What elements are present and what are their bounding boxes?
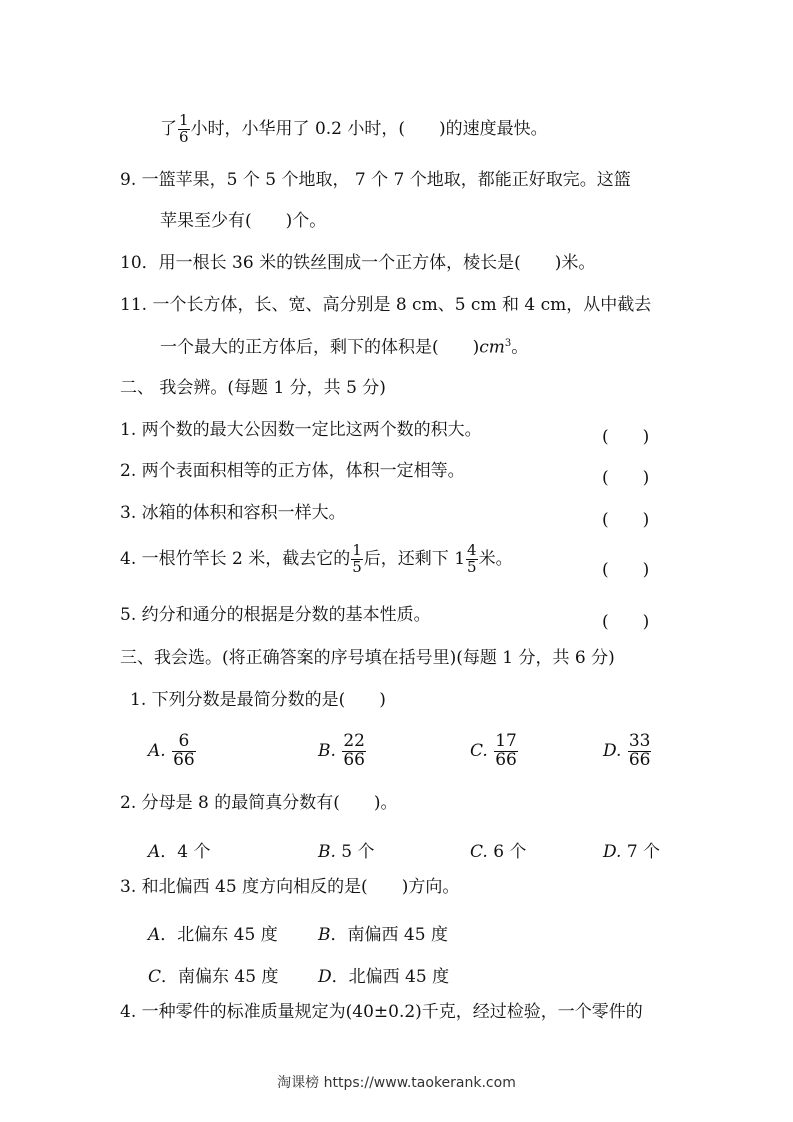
option-a[interactable]: A. $\frac{6}{66}$ (148, 731, 195, 770)
fraction-17-66: $\frac{17}{66}$ (495, 731, 517, 770)
footer-watermark: 淘课榜 https://www.taokerank.com (277, 1075, 516, 1091)
option-a[interactable]: A．北偏东 45 度 (148, 925, 278, 945)
judge-item-1: 1. 两个数的最大公因数一定比这两个数的积大。 (120, 420, 482, 440)
fraction-33-66: $\frac{33}{66}$ (628, 731, 651, 770)
fraction-one-fifth: $\frac{1}{5}$ (352, 541, 362, 576)
answer-blank[interactable]: ( ) (602, 510, 650, 530)
choice-question-2: 2. 分母是 8 的最简真分数有( )。 (120, 793, 398, 813)
choice-question-1: 1. 下列分数是最简分数的是( ) (130, 690, 386, 710)
option-a[interactable]: A．4 个 (148, 842, 211, 862)
option-c[interactable]: C．南偏东 45 度 (148, 967, 279, 987)
fraction-22-66: $\frac{22}{66}$ (343, 731, 365, 770)
option-d[interactable]: D．北偏西 45 度 (318, 967, 450, 987)
question-11-line2: 一个最大的正方体后，剩下的体积是( )$cm^3$。 (160, 337, 529, 358)
option-c[interactable]: C. 6 个 (470, 842, 527, 862)
fraction-one-sixth: $\frac{1}{6}$ (179, 111, 189, 146)
answer-blank[interactable]: ( ) (602, 612, 650, 632)
judge-item-3: 3. 冰箱的体积和容积一样大。 (120, 503, 346, 523)
question-8-continuation (160, 113, 548, 146)
question-11-line1: 11. 一个长方体，长、宽、高分别是 8 cm、5 cm 和 4 cm，从中截去 (120, 295, 652, 315)
judge-item-4: 4. 一根竹竿长 2 米，截去它的 $\frac{1}{5}$ 后，还剩下 1 $\frac{4}{5}$ 米。 (120, 541, 513, 576)
option-c[interactable]: C. $\frac{17}{66}$ (470, 731, 517, 770)
option-b[interactable]: B. 5 个 (318, 842, 375, 862)
answer-blank[interactable]: ( ) (602, 560, 650, 580)
q8-text-pre: 了 (160, 118, 177, 139)
section-3-title: 三、我会选。(将正确答案的序号填在括号里)(每题 1 分，共 6 分) (120, 648, 615, 668)
fraction-6-66: $\frac{6}{66}$ (173, 731, 195, 770)
option-d[interactable]: D. 7 个 (603, 842, 661, 862)
option-b[interactable]: B．南偏西 45 度 (318, 925, 448, 945)
section-2-title: 二、 我会辨。(每题 1 分，共 5 分) (120, 378, 386, 398)
option-d[interactable]: D. $\frac{33}{66}$ (603, 731, 651, 770)
fraction-four-fifths: $\frac{4}{5}$ (467, 541, 477, 576)
choice-question-3: 3. 和北偏西 45 度方向相反的是( )方向。 (120, 877, 460, 897)
judge-item-2: 2. 两个表面积相等的正方体，体积一定相等。 (120, 461, 465, 481)
question-9-line1: 9. 一篮苹果，5 个 5 个地取， 7 个 7 个地取，都能正好取完。这篮 (120, 170, 631, 190)
answer-blank[interactable]: ( ) (602, 468, 650, 488)
question-9-line2: 苹果至少有( )个。 (160, 211, 327, 231)
unit-cm: cm (479, 337, 505, 358)
choice-question-4: 4. 一种零件的标准质量规定为(40±0.2)千克，经过检验，一个零件的 (120, 1002, 643, 1022)
judge-item-5: 5. 约分和通分的根据是分数的基本性质。 (120, 605, 431, 625)
q8-text-post: 小时，小华用了 0.2 小时，( )的速度最快。 (190, 118, 548, 139)
option-b[interactable]: B. $\frac{22}{66}$ (318, 731, 365, 770)
question-10: 10．用一根长 36 米的铁丝围成一个正方体，棱长是( )米。 (120, 253, 596, 273)
answer-blank[interactable]: ( ) (602, 427, 650, 447)
